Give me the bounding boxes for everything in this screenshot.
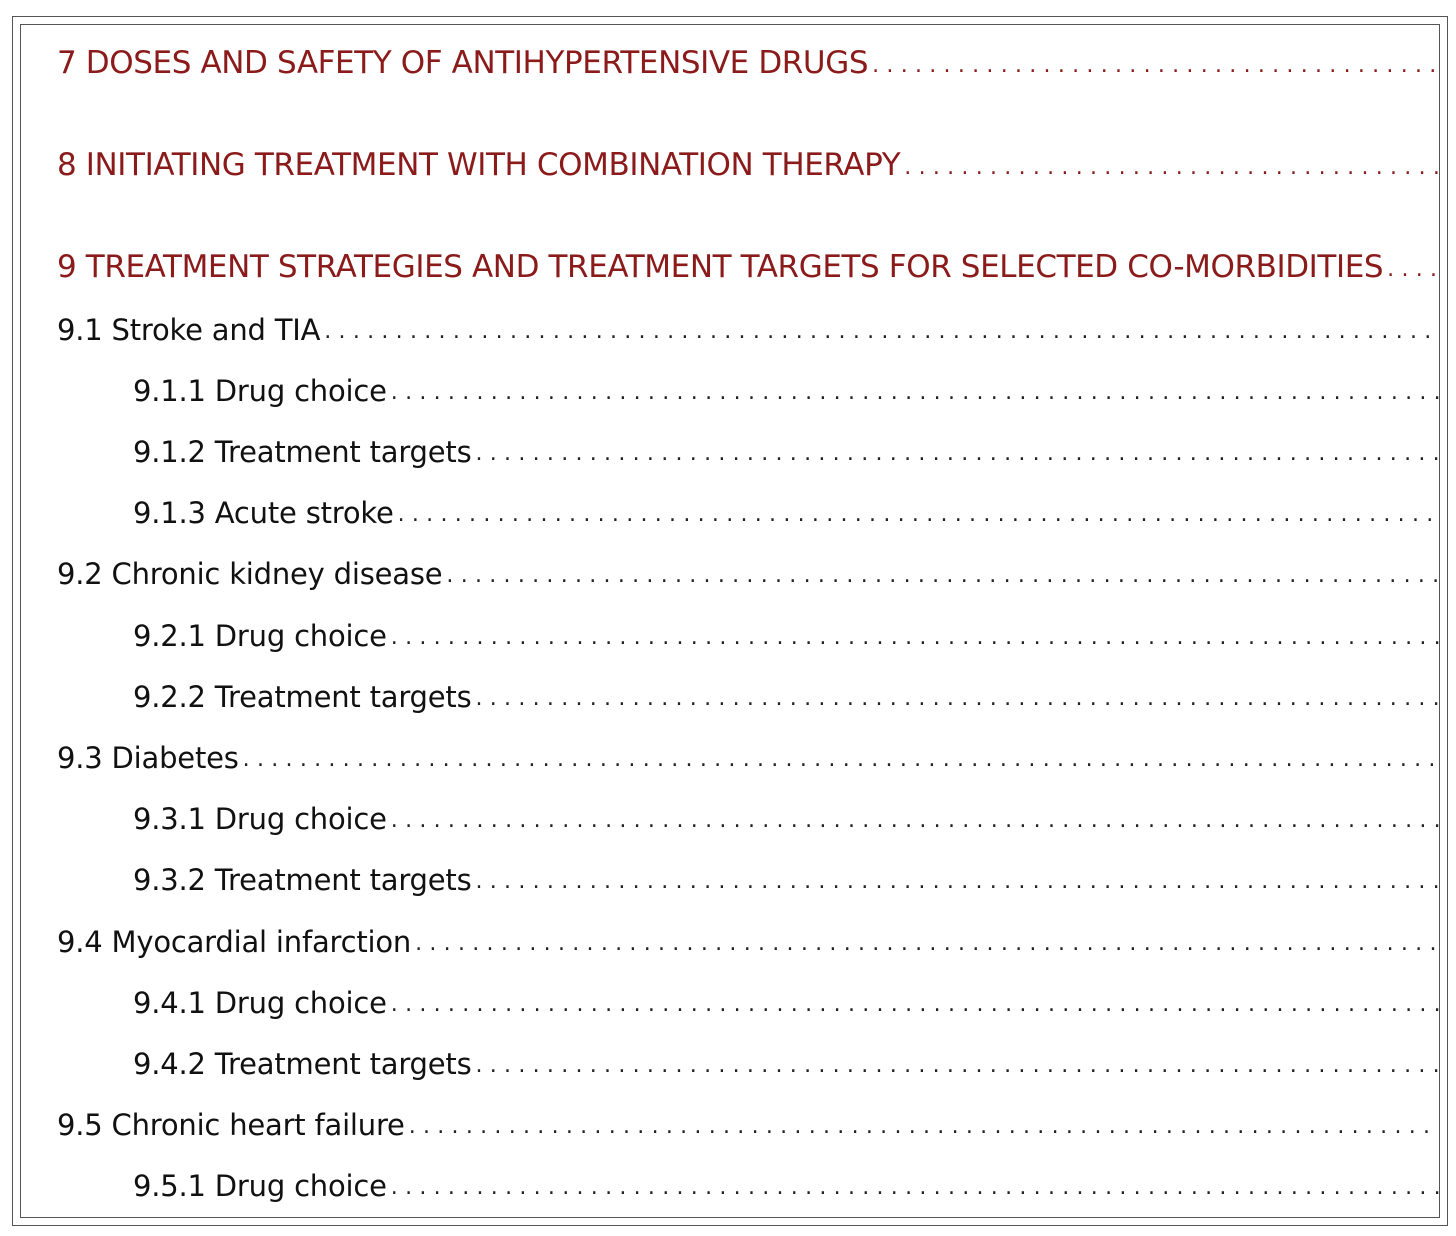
dot-leader bbox=[324, 321, 1440, 349]
toc-entry-label: 9.3.1 Drug choice bbox=[133, 805, 391, 838]
dot-leader bbox=[243, 749, 1440, 777]
table-of-contents bbox=[57, 25, 1440, 1218]
dot-leader bbox=[872, 55, 1440, 83]
toc-entry-chapter-7[interactable] bbox=[57, 35, 1440, 83]
dot-leader bbox=[475, 688, 1440, 716]
toc-entry-label: 9.1.2 Treatment targets bbox=[133, 438, 475, 471]
toc-entry-chapter-8[interactable] bbox=[57, 137, 1440, 185]
toc-entry-section-9-4[interactable] bbox=[57, 913, 1440, 961]
toc-entry-section-9-2[interactable] bbox=[57, 545, 1440, 593]
dot-leader bbox=[391, 382, 1440, 410]
dot-leader bbox=[1387, 259, 1440, 287]
toc-entry-label: 9.1 Stroke and TIA bbox=[57, 316, 324, 349]
toc-entry-label: 9.1.1 Drug choice bbox=[133, 377, 391, 410]
toc-entry-subsection-9-2-1[interactable] bbox=[57, 607, 1440, 655]
toc-entry-subsection-9-1-2[interactable] bbox=[57, 423, 1440, 471]
toc-entry-subsection-9-4-2[interactable] bbox=[57, 1035, 1440, 1083]
toc-entry-label: 9.3 Diabetes bbox=[57, 744, 243, 777]
dot-leader bbox=[391, 810, 1440, 838]
dot-leader bbox=[904, 157, 1440, 185]
dot-leader bbox=[475, 443, 1440, 471]
dot-leader bbox=[415, 933, 1440, 961]
toc-entry-label: 9.2 Chronic kidney disease bbox=[57, 560, 446, 593]
toc-entry-label: 9 TREATMENT STRATEGIES AND TREATMENT TARGETS FOR SELECTED CO-MORBIDITIES bbox=[57, 252, 1387, 287]
toc-entry-section-9-1[interactable] bbox=[57, 301, 1440, 349]
dot-leader bbox=[391, 994, 1440, 1022]
toc-entry-subsection-9-1-1[interactable] bbox=[57, 362, 1440, 410]
dot-leader bbox=[391, 627, 1440, 655]
dot-leader bbox=[475, 871, 1440, 899]
dot-leader bbox=[409, 1116, 1440, 1144]
toc-entry-label: 9.3.2 Treatment targets bbox=[133, 866, 475, 899]
toc-entry-label: 7 DOSES AND SAFETY OF ANTIHYPERTENSIVE DRUGS bbox=[57, 48, 872, 83]
toc-entry-chapter-9[interactable] bbox=[57, 239, 1440, 287]
dot-leader bbox=[398, 504, 1440, 532]
toc-entry-label: 9.2.2 Treatment targets bbox=[133, 683, 475, 716]
toc-entry-label: 9.1.3 Acute stroke bbox=[133, 499, 398, 532]
dot-leader bbox=[446, 565, 1440, 593]
toc-entry-subsection-9-1-3[interactable] bbox=[57, 484, 1440, 532]
dot-leader bbox=[391, 1177, 1440, 1205]
page-inner-frame bbox=[20, 24, 1440, 1218]
toc-entry-label: 9.5 Chronic heart failure bbox=[57, 1111, 409, 1144]
toc-entry-label: 9.2.1 Drug choice bbox=[133, 622, 391, 655]
toc-entry-subsection-9-2-2[interactable] bbox=[57, 668, 1440, 716]
toc-entry-label: 9.4.2 Treatment targets bbox=[133, 1050, 475, 1083]
toc-entry-label: 9.5.1 Drug choice bbox=[133, 1172, 391, 1205]
toc-entry-section-9-3[interactable] bbox=[57, 729, 1440, 777]
toc-entry-subsection-9-3-2[interactable] bbox=[57, 851, 1440, 899]
dot-leader bbox=[475, 1055, 1440, 1083]
toc-entry-label: 9.4 Myocardial infarction bbox=[57, 928, 415, 961]
toc-entry-label: 8 INITIATING TREATMENT WITH COMBINATION THERAPY bbox=[57, 150, 904, 185]
toc-entry-subsection-9-3-1[interactable] bbox=[57, 790, 1440, 838]
toc-entry-label: 9.4.1 Drug choice bbox=[133, 989, 391, 1022]
toc-entry-subsection-9-5-1[interactable] bbox=[57, 1157, 1440, 1205]
toc-entry-subsection-9-4-1[interactable] bbox=[57, 974, 1440, 1022]
toc-entry-section-9-5[interactable] bbox=[57, 1096, 1440, 1144]
